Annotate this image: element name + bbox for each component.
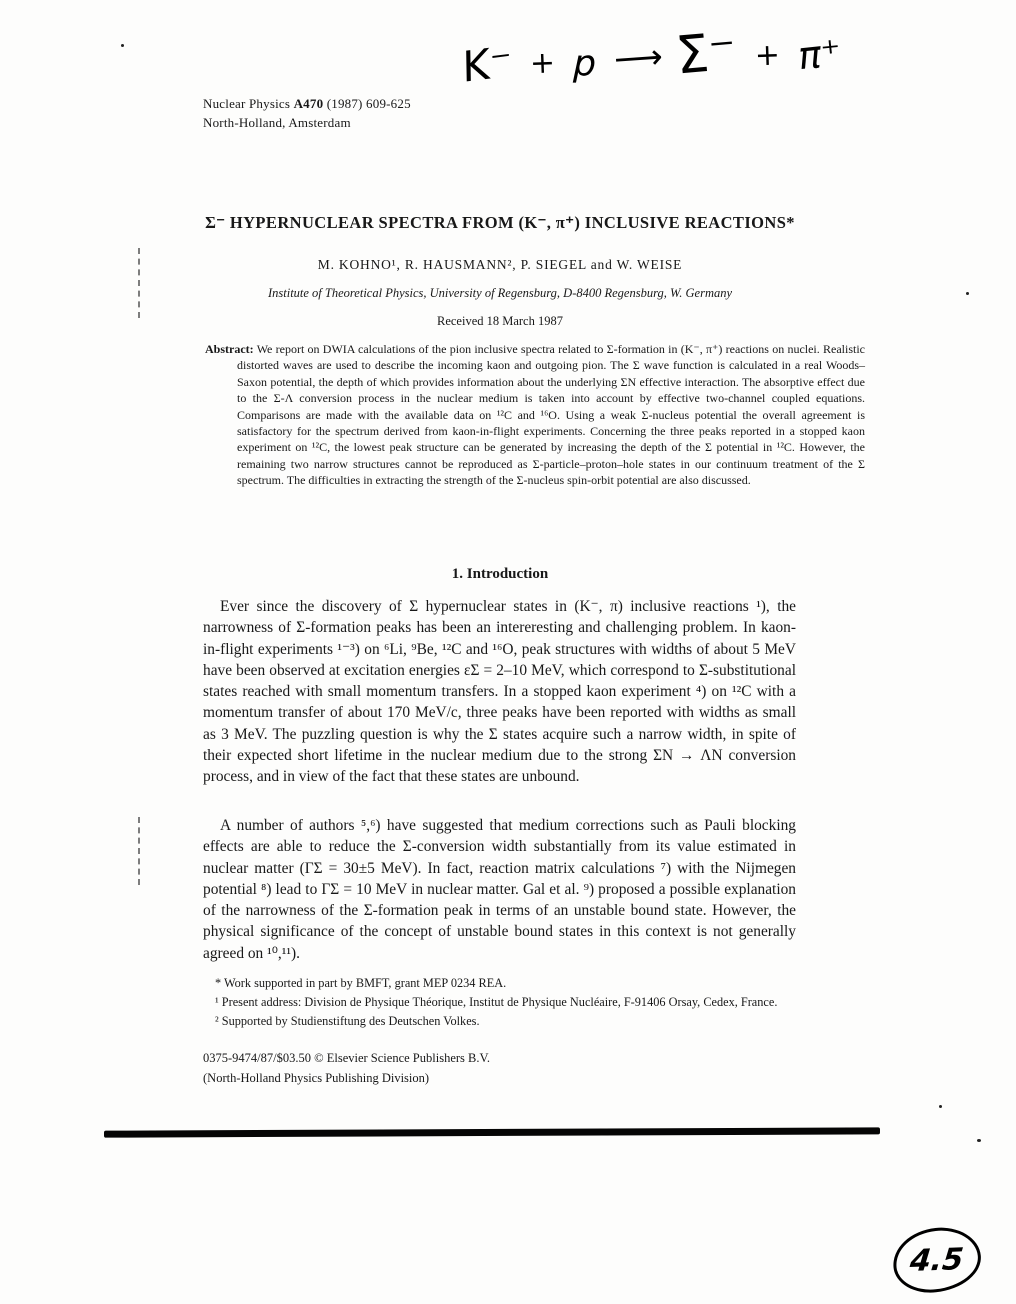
handwritten-grade-circle — [890, 1224, 984, 1297]
equation-plus-sign: + — [529, 45, 556, 82]
journal-volume: A470 — [293, 96, 324, 111]
abstract — [205, 341, 865, 489]
journal-header — [203, 95, 411, 132]
scan-speck — [939, 1105, 942, 1108]
handwritten-grade-value: 4.5 — [908, 1241, 966, 1279]
abstract-label: Abstract: — [205, 342, 254, 356]
footnote-star: * Work supported in part by BMFT, grant MEP 0234 REA. — [215, 976, 507, 990]
affiliation-line: Institute of Theoretical Physics, University of Regensburg, D-8400 Regensburg, W. Germany — [267, 286, 733, 300]
imprint — [203, 1049, 490, 1088]
journal-name: Nuclear Physics — [203, 96, 294, 111]
scan-speck — [121, 44, 124, 47]
section-heading-introduction: 1. Introduction — [451, 566, 549, 582]
scan-divider-bar — [104, 1127, 880, 1137]
footnote-1: ¹ Present address: Division de Physique Théorique, Institut de Physique Nucléaire, F-91406 Orsay, Cedex, France. — [215, 995, 778, 1009]
authors-line: M. KOHNO¹, R. HAUSMANN², P. SIEGEL and W. WEISE — [317, 257, 683, 272]
handwritten-equation — [461, 19, 842, 92]
equation-kaon: K⁻ — [461, 36, 513, 92]
journal-pages: (1987) 609-625 — [323, 96, 411, 111]
intro-paragraph-1: Ever since the discovery of Σ hypernuclear states in (K⁻, π) inclusive reactions ¹), the narrowness of Σ-formation peaks has been an intereresting and challenging problem. In kaon-in-flight experiments ¹⁻³) on ⁶Li, ⁹Be, ¹²C and ¹⁶O, peak structures with widths of about 5 MeV have been observed at excitation energies εΣ = 2–10 MeV, which correspond to Σ-substitutional states reached with small momentum transfers. In a stopped kaon experiment ⁴) on ¹²C with a momentum transfer of about 170 MeV/c, three peaks have been reported with widths as small as 3 MeV. The puzzling question is why the Σ states acquire such a narrow width, in spite of their expected short lifetime in the nuclear medium due to the strong ΣN → ΛN conversion process, and in view of the fact that these states are unbound. — [203, 598, 796, 786]
margin-pencil-mark — [138, 817, 140, 885]
margin-pencil-mark — [138, 248, 140, 318]
scan-speck — [977, 1139, 981, 1142]
abstract-text: We report on DWIA calculations of the pion inclusive spectra related to Σ-formation in (K⁻, π⁺) reactions on nuclei. Realistic distorted waves are used to describe the incoming kaon and outgoing pion. The Σ wave function is calculated in a real Woods–Saxon potential, the depth of which provides information about the underlying ΣN effective interaction. The absorptive effect due to the Σ-Λ conversion process in the nuclear medium is taken into account by effective two-channel coupled equations. Comparisons are made with the available data on ¹²C and ¹⁶O. Using a weak Σ-nucleus potential the overall agreement is satisfactory for the spectrum derived from kaon-in-flight experiments. Concerning the three peaks reported in a stopped kaon experiment on ¹²C, the lowest peak structure can be generated by increasing the depth of the Σ potential in ¹²C. However, the remaining two narrow structures cannot be reproduced as Σ-particle–proton–hole states in our continuum treatment of the Σ spectrum. The difficulties in extracting the strength of the Σ-nucleus spin-orbit potential are also discussed. — [237, 342, 865, 488]
equation-sigma: Σ⁻ — [673, 21, 740, 87]
equation-proton: p — [572, 43, 597, 85]
publisher-location: North-Holland, Amsterdam — [203, 114, 351, 130]
intro-paragraph-2: A number of authors ⁵,⁶) have suggested that medium corrections such as Pauli blocking effects are able to reduce the Σ-conversion width substantially from its value estimated in nuclear matter (ΓΣ = 30±5 MeV). In fact, reaction matrix calculations ⁷) with the Nijmegen potential ⁸) lead to ΓΣ = 10 MeV in nuclear matter. Gal et al. ⁹) proposed a possible explanation of the narrowness of the Σ-formation peak in terms of an unstable bound state. However, the physical significance of the concept of unstable bound states in this context is not generally agreed on ¹⁰,¹¹). — [203, 817, 796, 962]
footnotes — [203, 974, 804, 1031]
equation-plus-sign: + — [754, 37, 781, 74]
scan-speck — [966, 292, 969, 295]
journal-reference — [203, 95, 411, 114]
imprint-division: (North-Holland Physics Publishing Division) — [203, 1070, 430, 1085]
paper-title: Σ⁻ HYPERNUCLEAR SPECTRA FROM (K⁻, π⁺) INCLUSIVE REACTIONS* — [205, 213, 795, 232]
equation-pion: π⁺ — [795, 30, 844, 79]
imprint-issn-copyright: 0375-9474/87/$03.50 © Elsevier Science Publishers B.V. — [203, 1051, 491, 1065]
received-date: Received 18 March 1987 — [436, 314, 563, 328]
footnote-2: ² Supported by Studienstiftung des Deutschen Volkes. — [215, 1014, 480, 1028]
equation-arrow: ⟶ — [612, 37, 660, 81]
